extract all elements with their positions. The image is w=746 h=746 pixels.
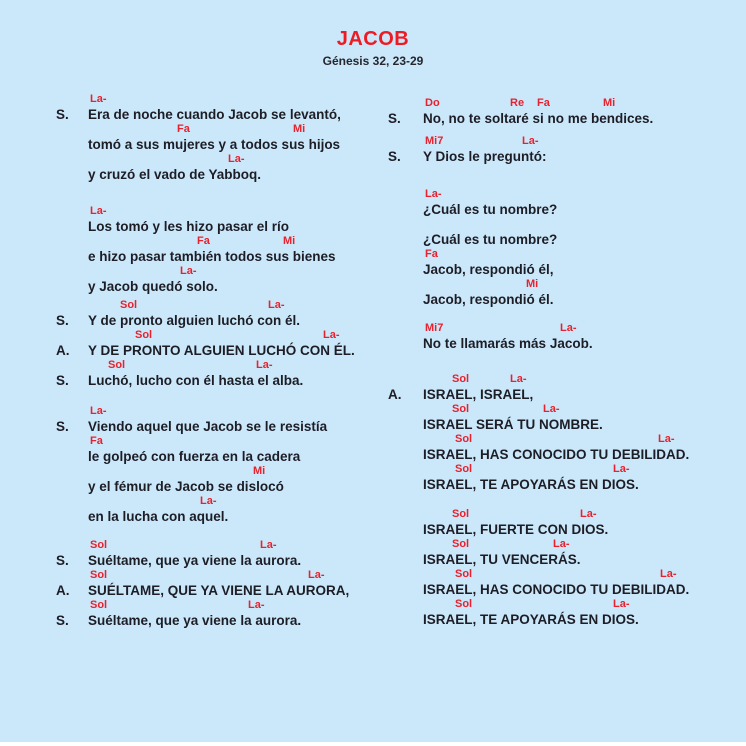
lyric-chord-pair <box>388 373 738 403</box>
chord-row <box>88 153 386 166</box>
lyric-line: ISRAEL, TE APOYARÁS EN DIOS. <box>423 477 639 492</box>
lyric-line: ¿Cuál es tu nombre? <box>423 202 558 217</box>
speaker-label: S. <box>388 111 401 126</box>
chord-row <box>423 433 738 446</box>
chord-label: La- <box>613 463 630 475</box>
chord-label: La- <box>560 322 577 334</box>
chord-row <box>423 508 738 521</box>
speaker-label: S. <box>56 553 69 568</box>
chord-label: La- <box>90 405 107 417</box>
chord-row <box>423 135 738 148</box>
chord-row <box>88 539 386 552</box>
stanza <box>388 373 738 493</box>
lyric-chord-pair <box>388 97 738 127</box>
chord-row <box>423 188 738 201</box>
lyric-line: No te llamarás más Jacob. <box>423 336 593 351</box>
chord-row <box>88 299 386 312</box>
lyric-line: Luchó, lucho con él hasta el alba. <box>88 373 304 388</box>
lyric-line: SUÉLTAME, QUE YA VIENE LA AURORA, <box>88 583 350 598</box>
speaker-label: S. <box>56 107 69 122</box>
lyric-chord-pair <box>56 329 386 359</box>
chord-row <box>88 405 386 418</box>
lyric-chord-pair <box>388 188 738 218</box>
chord-label: Fa <box>425 248 438 260</box>
chord-label: Mi <box>293 123 306 135</box>
chord-label: Sol <box>455 463 473 475</box>
lyric-line: ISRAEL, TE APOYARÁS EN DIOS. <box>423 612 639 627</box>
speaker-label: S. <box>56 313 69 328</box>
lyric-chord-pair <box>56 435 386 465</box>
chord-label: Sol <box>455 568 473 580</box>
chord-label: La- <box>90 93 107 105</box>
chord-label: Sol <box>452 508 470 520</box>
chord-row <box>88 569 386 582</box>
chord-label: Sol <box>452 373 470 385</box>
chord-label: Sol <box>90 539 108 551</box>
bottom-margin-strip <box>0 742 746 746</box>
lyric-chord-pair <box>388 433 738 463</box>
lyric-line: Jacob, respondió él, <box>423 262 554 277</box>
lyric-line: Suéltame, que ya viene la aurora. <box>88 553 302 568</box>
lyric-line: e hizo pasar también todos sus bienes <box>88 249 336 264</box>
lyric-line: ¿Cuál es tu nombre? <box>423 232 558 247</box>
chord-label: Mi7 <box>425 135 444 147</box>
lyric-line: y Jacob quedó solo. <box>88 279 218 294</box>
stanza <box>388 188 738 308</box>
chord-label: Sol <box>108 359 126 371</box>
lyric-line: Viendo aquel que Jacob se le resistía <box>88 419 328 434</box>
lyric-chord-pair <box>56 299 386 329</box>
chord-label: La- <box>268 299 285 311</box>
chord-row <box>423 97 738 110</box>
chord-label: La- <box>90 205 107 217</box>
scripture-reference: Génesis 32, 23-29 <box>322 54 424 68</box>
lyric-line: No, no te soltaré si no me bendices. <box>423 111 654 126</box>
chord-label: Mi <box>253 465 266 477</box>
column-left <box>56 93 386 629</box>
chord-row <box>423 538 738 551</box>
chord-label: La- <box>543 403 560 415</box>
lyric-line: Y DE PRONTO ALGUIEN LUCHÓ CON ÉL. <box>88 343 355 358</box>
chord-label: Do <box>425 97 440 109</box>
chord-row <box>88 599 386 612</box>
chord-label: La- <box>510 373 527 385</box>
chord-label: La- <box>260 539 277 551</box>
chord-row <box>423 598 738 611</box>
lyric-line: Era de noche cuando Jacob se levantó, <box>88 107 341 122</box>
lyric-chord-pair <box>388 403 738 433</box>
speaker-label: S. <box>56 419 69 434</box>
chord-label: Sol <box>452 538 470 550</box>
stanza <box>388 508 738 628</box>
stanza <box>56 539 386 629</box>
chord-label: Sol <box>135 329 153 341</box>
lyric-chord-pair <box>56 599 386 629</box>
lyric-line: tomó a sus mujeres y a todos sus hijos <box>88 137 341 152</box>
chord-label: La- <box>425 188 442 200</box>
speaker-label: S. <box>56 373 69 388</box>
lyric-line: ISRAEL, ISRAEL, <box>423 387 534 402</box>
chord-row <box>423 403 738 416</box>
lyric-line: ISRAEL, TU VENCERÁS. <box>423 552 581 567</box>
chord-label: Fa <box>537 97 550 109</box>
lyric-chord-pair <box>388 135 738 165</box>
chord-row <box>88 465 386 478</box>
chord-row <box>423 218 738 231</box>
chord-label: La- <box>256 359 273 371</box>
chord-row <box>423 463 738 476</box>
lyric-line: Los tomó y les hizo pasar el río <box>88 219 290 234</box>
chord-label: La- <box>658 433 675 445</box>
chord-row <box>423 568 738 581</box>
stanza <box>56 299 386 389</box>
lyric-chord-pair <box>56 539 386 569</box>
chord-label: La- <box>248 599 265 611</box>
chord-row <box>423 278 738 291</box>
chord-label: La- <box>200 495 217 507</box>
chord-row <box>88 329 386 342</box>
speaker-label: A. <box>388 387 402 402</box>
chord-label: Mi <box>526 278 539 290</box>
chord-label: Sol <box>452 403 470 415</box>
chord-label: Sol <box>90 599 108 611</box>
chord-row <box>88 93 386 106</box>
chord-label: Re <box>510 97 525 109</box>
chord-row <box>88 265 386 278</box>
chord-label: La- <box>553 538 570 550</box>
lyric-chord-pair <box>388 508 738 538</box>
chord-row <box>88 359 386 372</box>
chord-row <box>88 495 386 508</box>
lyric-chord-pair <box>388 248 738 278</box>
stanza <box>56 93 386 183</box>
chord-row <box>423 373 738 386</box>
lyric-chord-pair <box>56 495 386 525</box>
lyric-chord-pair <box>388 538 738 568</box>
lyric-line: ISRAEL, FUERTE CON DIOS. <box>423 522 609 537</box>
lyric-line: le golpeó con fuerza en la cadera <box>88 449 301 464</box>
lyric-line: ISRAEL, HAS CONOCIDO TU DEBILIDAD. <box>423 582 690 597</box>
lyric-chord-pair <box>56 569 386 599</box>
chord-row <box>423 248 738 261</box>
stanza <box>56 405 386 525</box>
lyric-chord-pair <box>56 465 386 495</box>
lyric-chord-pair <box>56 153 386 183</box>
speaker-label: A. <box>56 583 70 598</box>
lyric-chord-pair <box>388 278 738 308</box>
chord-row <box>88 235 386 248</box>
chord-label: La- <box>180 265 197 277</box>
lyric-chord-pair <box>56 235 386 265</box>
song-title: JACOB <box>336 28 410 50</box>
lyric-line: Y Dios le preguntó: <box>423 149 547 164</box>
chord-label: Fa <box>197 235 210 247</box>
lyric-chord-pair <box>56 93 386 123</box>
lyric-chord-pair <box>388 463 738 493</box>
lyric-chord-pair <box>388 218 738 248</box>
chord-label: Sol <box>455 598 473 610</box>
stanza <box>56 205 386 295</box>
chord-row <box>423 322 738 335</box>
chord-row <box>88 205 386 218</box>
lyric-line: Suéltame, que ya viene la aurora. <box>88 613 302 628</box>
chord-label: La- <box>308 569 325 581</box>
chord-label: La- <box>323 329 340 341</box>
chord-label: La- <box>228 153 245 165</box>
chord-row <box>88 435 386 448</box>
lyric-line: y cruzó el vado de Yabboq. <box>88 167 262 182</box>
chord-row <box>88 123 386 136</box>
stanza <box>388 322 738 352</box>
chord-label: Sol <box>90 569 108 581</box>
chord-label: Mi7 <box>425 322 444 334</box>
lyric-line: en la lucha con aquel. <box>88 509 229 524</box>
lyric-chord-pair <box>56 205 386 235</box>
chord-label: La- <box>522 135 539 147</box>
lyric-chord-pair <box>56 265 386 295</box>
lyric-chord-pair <box>56 123 386 153</box>
chord-label: Sol <box>455 433 473 445</box>
lyric-line: Y de pronto alguien luchó con él. <box>88 313 301 328</box>
chord-label: Fa <box>177 123 190 135</box>
sheet-header <box>0 28 746 68</box>
column-right <box>388 97 738 628</box>
chord-label: La- <box>660 568 677 580</box>
lyric-chord-pair <box>56 405 386 435</box>
speaker-label: S. <box>56 613 69 628</box>
stanza <box>388 97 738 127</box>
lyric-chord-pair <box>388 322 738 352</box>
stanza <box>388 135 738 165</box>
lyric-chord-pair <box>388 598 738 628</box>
chord-label: La- <box>613 598 630 610</box>
chord-label: Fa <box>90 435 103 447</box>
lyric-line: Jacob, respondió él. <box>423 292 554 307</box>
lyric-chord-pair <box>388 568 738 598</box>
lyric-line: ISRAEL, HAS CONOCIDO TU DEBILIDAD. <box>423 447 690 462</box>
lyric-line: y el fémur de Jacob se dislocó <box>88 479 284 494</box>
lyric-line: ISRAEL SERÁ TU NOMBRE. <box>423 417 603 432</box>
speaker-label: S. <box>388 149 401 164</box>
lyric-chord-pair <box>56 359 386 389</box>
chord-label: Mi <box>283 235 296 247</box>
speaker-label: A. <box>56 343 70 358</box>
chord-label: La- <box>580 508 597 520</box>
chord-label: Sol <box>120 299 138 311</box>
chord-label: Mi <box>603 97 616 109</box>
